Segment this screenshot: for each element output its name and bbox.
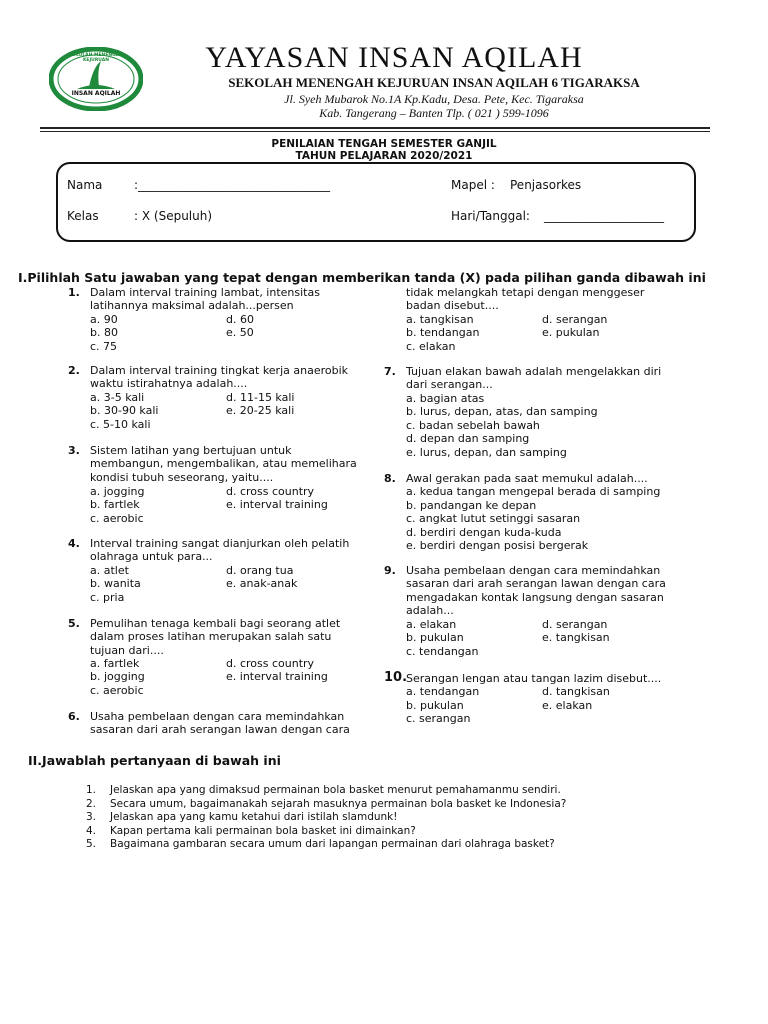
question-text: mengadakan kontak langsung dengan sasaran — [406, 591, 664, 604]
option-d[interactable]: d. 60 — [226, 313, 254, 326]
option-d[interactable]: d. berdiri dengan kuda-kuda — [406, 526, 562, 539]
question-text: Usaha pembelaan dengan cara memindahkan — [90, 710, 345, 723]
question-text: tujuan dari.... — [90, 644, 164, 657]
option-e[interactable]: e. interval training — [226, 670, 328, 683]
option-e[interactable]: e. 50 — [226, 326, 254, 339]
question-number: 3. — [68, 444, 80, 457]
question-text: sasaran dari arah serangan lawan dengan cara — [406, 577, 666, 590]
essay-question: Jelaskan apa yang dimaksud permainan bola basket menurut pemahamanmu sendiri. — [110, 784, 561, 796]
date-field[interactable]: ____________________ — [544, 209, 664, 223]
option-d[interactable]: d. depan dan samping — [406, 432, 530, 445]
question-text: Awal gerakan pada saat memukul adalah.... — [406, 472, 648, 485]
question-number: 2. — [68, 364, 80, 377]
question-text: olahraga untuk para... — [90, 550, 213, 563]
question-text: Dalam interval training lambat, intensitas — [90, 286, 320, 299]
essay-number: 1. — [86, 784, 97, 796]
question-number: 6. — [68, 710, 80, 723]
essay-question: Bagaimana gambaran secara umum dari lapangan permainan dari olahraga basket? — [110, 838, 555, 850]
class-value: : X (Sepuluh) — [134, 209, 213, 223]
option-c[interactable]: c. badan sebelah bawah — [406, 419, 540, 432]
essay-question: Kapan pertama kali permainan bola basket ini dimainkan? — [110, 825, 416, 837]
header-divider-thin — [40, 131, 710, 132]
option-c[interactable]: c. angkat lutut setinggi sasaran — [406, 512, 581, 525]
option-d[interactable]: d. 11-15 kali — [226, 391, 295, 404]
question-text: membangun, mengembalikan, atau memelihara — [90, 457, 357, 470]
school-name: SEKOLAH MENENGAH KEJURUAN INSAN AQILAH 6 TIGARAKSA — [228, 75, 640, 90]
option-d[interactable]: d. serangan — [542, 618, 608, 631]
question-text: badan disebut.... — [406, 299, 499, 312]
option-e[interactable]: e. anak-anak — [226, 577, 298, 590]
question-text: kondisi tubuh seseorang, yaitu.... — [90, 471, 274, 484]
option-e[interactable]: e. lurus, depan, dan samping — [406, 446, 567, 459]
option-a[interactable]: a. fartlek — [90, 657, 140, 670]
question-text: latihannya maksimal adalah...persen — [90, 299, 294, 312]
option-d[interactable]: d. orang tua — [226, 564, 294, 577]
option-a[interactable]: a. jogging — [90, 485, 145, 498]
option-e[interactable]: e. berdiri dengan posisi bergerak — [406, 539, 589, 552]
option-c[interactable]: c. pria — [90, 591, 125, 604]
option-b[interactable]: b. pandangan ke depan — [406, 499, 537, 512]
option-d[interactable]: d. cross country — [226, 657, 315, 670]
class-label: Kelas — [67, 209, 99, 223]
option-e[interactable]: e. pukulan — [542, 326, 600, 339]
option-e[interactable]: e. elakan — [542, 699, 593, 712]
option-b[interactable]: b. jogging — [90, 670, 145, 683]
question-text: dalam proses latihan merupakan salah satu — [90, 630, 332, 643]
essay-number: 3. — [86, 811, 97, 823]
question-text: Serangan lengan atau tangan lazim disebut.... — [406, 672, 662, 685]
question-number: 7. — [384, 365, 396, 378]
option-c[interactable]: c. 75 — [90, 340, 118, 353]
name-field[interactable]: :________________________________ — [134, 178, 331, 192]
header-divider — [40, 127, 710, 129]
option-b[interactable]: b. pukulan — [406, 699, 464, 712]
question-text: Tujuan elakan bawah adalah mengelakkan diri — [406, 365, 662, 378]
section-1-heading: I.Pilihlah Satu jawaban yang tepat dengan memberikan tanda (X) pada pilihan ganda dibawah ini — [18, 270, 706, 285]
essay-question: Jelaskan apa yang kamu ketahui dari istilah slamdunk! — [110, 811, 398, 823]
option-b[interactable]: b. lurus, depan, atas, dan samping — [406, 405, 598, 418]
question-text: sasaran dari arah serangan lawan dengan cara — [90, 723, 350, 736]
date-label: Hari/Tanggal: — [451, 209, 530, 223]
option-a[interactable]: a. tendangan — [406, 685, 480, 698]
option-c[interactable]: c. aerobic — [90, 512, 144, 525]
option-a[interactable]: a. elakan — [406, 618, 457, 631]
subject-value: Penjasorkes — [510, 178, 582, 192]
question-number: 9. — [384, 564, 396, 577]
option-b[interactable]: b. wanita — [90, 577, 141, 590]
option-d[interactable]: d. serangan — [542, 313, 608, 326]
question-text: adalah... — [406, 604, 454, 617]
question-number: 5. — [68, 617, 80, 630]
question-number: 4. — [68, 537, 80, 550]
option-c[interactable]: c. elakan — [406, 340, 456, 353]
question-number: 10. — [384, 670, 408, 685]
logo-text: INSAN AQILAH — [71, 90, 121, 97]
address-line-1: Jl. Syeh Mubarok No.1A Kp.Kadu, Desa. Pete, Kec. Tigaraksa — [284, 92, 584, 106]
option-b[interactable]: b. 30-90 kali — [90, 404, 159, 417]
question-text: tidak melangkah tetapi dengan menggeser — [406, 286, 645, 299]
question-text: Interval training sangat dianjurkan oleh pelatih — [90, 537, 350, 550]
option-d[interactable]: d. cross country — [226, 485, 315, 498]
question-text: Sistem latihan yang bertujuan untuk — [90, 444, 292, 457]
question-text: waktu istirahatnya adalah.... — [90, 377, 248, 390]
name-label: Nama — [67, 178, 103, 192]
option-e[interactable]: e. interval training — [226, 498, 328, 511]
option-a[interactable]: a. 3-5 kali — [90, 391, 145, 404]
option-e[interactable]: e. 20-25 kali — [226, 404, 295, 417]
option-c[interactable]: c. aerobic — [90, 684, 144, 697]
option-a[interactable]: a. kedua tangan mengepal berada di samping — [406, 485, 661, 498]
question-number: 8. — [384, 472, 396, 485]
option-d[interactable]: d. tangkisan — [542, 685, 610, 698]
option-b[interactable]: b. tendangan — [406, 326, 480, 339]
option-a[interactable]: a. 90 — [90, 313, 118, 326]
question-text: Pemulihan tenaga kembali bagi seorang atlet — [90, 617, 341, 630]
option-a[interactable]: a. tangkisan — [406, 313, 474, 326]
option-b[interactable]: b. 80 — [90, 326, 118, 339]
essay-number: 4. — [86, 825, 97, 837]
question-text: Usaha pembelaan dengan cara memindahkan — [406, 564, 661, 577]
essay-number: 5. — [86, 838, 97, 850]
exam-title: PENILAIAN TENGAH SEMESTER GANJIL — [271, 138, 497, 150]
option-b[interactable]: b. fartlek — [90, 498, 140, 511]
option-e[interactable]: e. tangkisan — [542, 631, 610, 644]
question-number: 1. — [68, 286, 80, 299]
student-info-box — [56, 162, 696, 242]
address-line-2: Kab. Tangerang – Banten Tlp. ( 021 ) 599-1096 — [319, 106, 549, 120]
question-text: dari serangan... — [406, 378, 493, 391]
essay-number: 2. — [86, 798, 97, 810]
exam-year: TAHUN PELAJARAN 2020/2021 — [295, 150, 473, 162]
foundation-title: YAYASAN INSAN AQILAH — [205, 41, 583, 74]
option-c[interactable]: c. 5-10 kali — [90, 418, 151, 431]
option-b[interactable]: b. pukulan — [406, 631, 464, 644]
option-a[interactable]: a. bagian atas — [406, 392, 485, 405]
section-2-heading: II.Jawablah pertanyaan di bawah ini — [28, 753, 281, 768]
essay-question: Secara umum, bagaimanakah sejarah masuknya permainan bola basket ke Indonesia? — [110, 798, 567, 810]
option-c[interactable]: c. serangan — [406, 712, 471, 725]
logo-ring-text: SEKOLAH MENENGAH KEJURUAN — [68, 53, 124, 63]
option-a[interactable]: a. atlet — [90, 564, 129, 577]
option-c[interactable]: c. tendangan — [406, 645, 479, 658]
question-text: Dalam interval training tingkat kerja anaerobik — [90, 364, 349, 377]
subject-label: Mapel : — [451, 178, 495, 192]
